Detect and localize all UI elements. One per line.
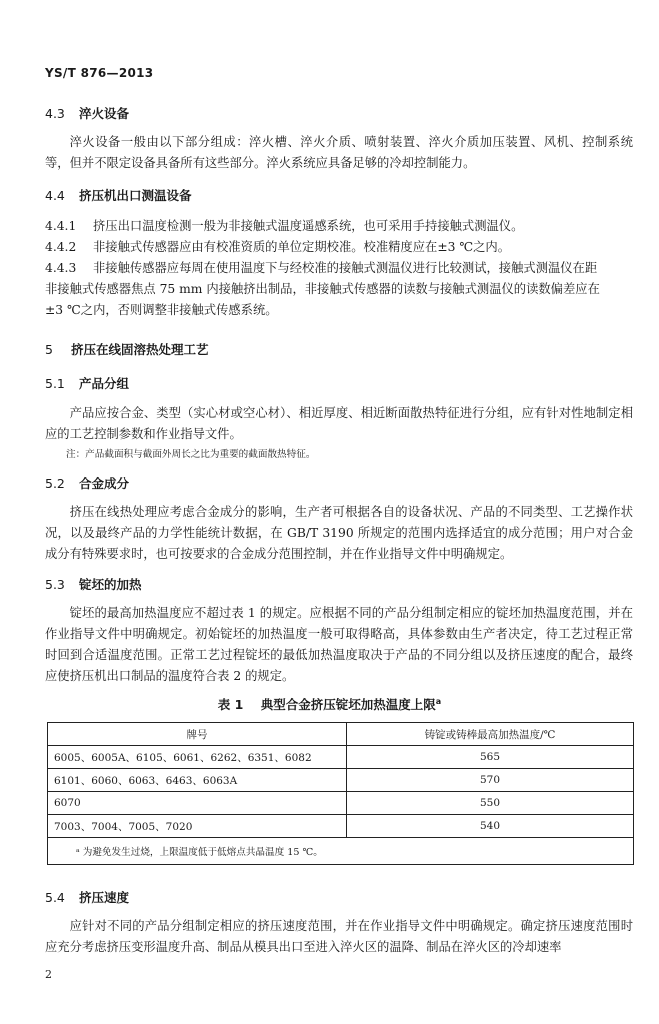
clause-number: 4.4.2 [45,240,77,254]
table-row [48,746,634,769]
table-row [48,792,634,815]
clause-4-4-3-line2: 非接触式传感器焦点 75 mm 内接触挤出制品，非接触式传感器的读数与接触式测温仪的读数偏差应在 [45,282,600,296]
paragraph-5-2: 挤压在线热处理应考虑合金成分的影响，生产者可根据各自的设备状况、产品的不同类型、工艺操作状况，以及最终产品的力学性能统计数据，在 GB/T 3190 所规定的范围内选择适宜的成分范围；用户对合金成分有特殊要求时，也可按要求的合金成分范围控制，并在作业指导文件中明确规定。 [45,505,633,561]
section-number: 5.2 [45,476,65,491]
standard-code: YS/T 876—2013 [45,66,154,80]
paragraph-5-1: 产品应按合金、类型（实心材或空心材）、相近厚度、相近断面散热特征进行分组，应有针对性地制定相应的工艺控制参数和作业指导文件。 [45,406,633,441]
clause-number: 4.4.3 [45,261,77,275]
footnote-mark: a [435,696,442,706]
section-title: 挤压在线固溶热处理工艺 [71,342,209,357]
table-footnote: ᵃ 为避免发生过烧，上限温度低于低熔点共晶温度 15 ℃。 [48,838,634,865]
table-footnote-row [48,838,634,865]
brand-cell: 6101、6060、6063、6463、6063A [48,769,347,792]
clause-4-4-3 [45,258,633,276]
section-number: 4.4 [45,188,65,203]
paragraph-5-3: 锭坯的最高加热温度应不超过表 1 的规定。应根据不同的产品分组制定相应的锭坯加热温度范围，并在作业指导文件中明确规定。初始锭坯的加热温度一般可取得略高，具体参数由生产者决定，待工艺过程正常时回到合适温度范围。正常工艺过程锭坯的最低加热温度取决于产品的不同分组以及挤压速度的配合，最终应使挤压机出口制品的温度符合表 2 的规定。 [45,606,633,683]
clause-text: 非接触式传感器应由有校准资质的单位定期校准。校准精度应在±3 ℃之内。 [93,240,510,254]
table-1 [47,722,634,865]
heading-5-4 [45,888,129,906]
heading-4-3 [45,104,129,122]
section-number: 5.3 [45,577,65,592]
temperature-cell: 540 [347,815,634,838]
table-row [48,815,634,838]
clause-4-4-2 [45,237,633,255]
clause-text: 非接触传感器应每周在使用温度下与经校准的接触式测温仪进行比较测试，接触式测温仪在距 [93,261,598,275]
note-5-1: 注：产品截面积与截面外周长之比为重要的截面散热特征。 [66,449,316,460]
clause-4-4-3-line3: ±3 ℃之内，否则调整非接触式传感系统。 [45,303,278,317]
paragraph-5-4: 应针对不同的产品分组制定相应的挤压速度范围，并在作业指导文件中明确规定。确定挤压速度范围时应充分考虑挤压变形温度升高、制品从模具出口至进入淬火区的温降、制品在淬火区的冷却速率 [45,919,633,954]
brand-cell: 7003、7004、7005、7020 [48,815,347,838]
temperature-cell: 550 [347,792,634,815]
section-number: 5 [45,342,53,357]
clause-text: 挤压出口温度检测一般为非接触式温度遥感系统，也可采用手持接触式测温仪。 [93,219,524,233]
heading-4-4 [45,186,192,204]
section-title: 淬火设备 [79,106,130,121]
clause-4-4-1 [45,216,633,234]
table-title: 典型合金挤压锭坯加热温度上限 [260,697,436,712]
paragraph-4-3: 淬火设备一般由以下部分组成：淬火槽、淬火介质、喷射装置、淬火介质加压装置、风机、控制系统等，但并不限定设备具备所有这些部分。淬火系统应具备足够的冷却控制能力。 [45,135,633,170]
heading-5-1 [45,374,129,392]
section-title: 锭坯的加热 [79,577,142,592]
temperature-cell: 565 [347,746,634,769]
table-1-caption [0,695,659,713]
heading-5 [45,340,209,358]
section-title: 挤压机出口测温设备 [79,188,192,203]
column-header-temperature: 铸锭或铸棒最高加热温度/℃ [347,723,634,746]
heading-5-3 [45,575,142,593]
heading-5-2 [45,474,129,492]
table-header-row [48,723,634,746]
column-header-brand: 牌号 [48,723,347,746]
section-number: 5.1 [45,376,65,391]
section-number: 4.3 [45,106,65,121]
clause-number: 4.4.1 [45,219,77,233]
brand-cell: 6005、6005A、6105、6061、6262、6351、6082 [48,746,347,769]
section-title: 产品分组 [79,376,130,391]
brand-cell: 6070 [48,792,347,815]
section-title: 挤压速度 [79,890,130,905]
section-number: 5.4 [45,890,65,905]
temperature-cell: 570 [347,769,634,792]
table-number: 表 1 [217,697,244,712]
table-row [48,769,634,792]
section-title: 合金成分 [79,476,130,491]
page-number: 2 [45,968,52,981]
